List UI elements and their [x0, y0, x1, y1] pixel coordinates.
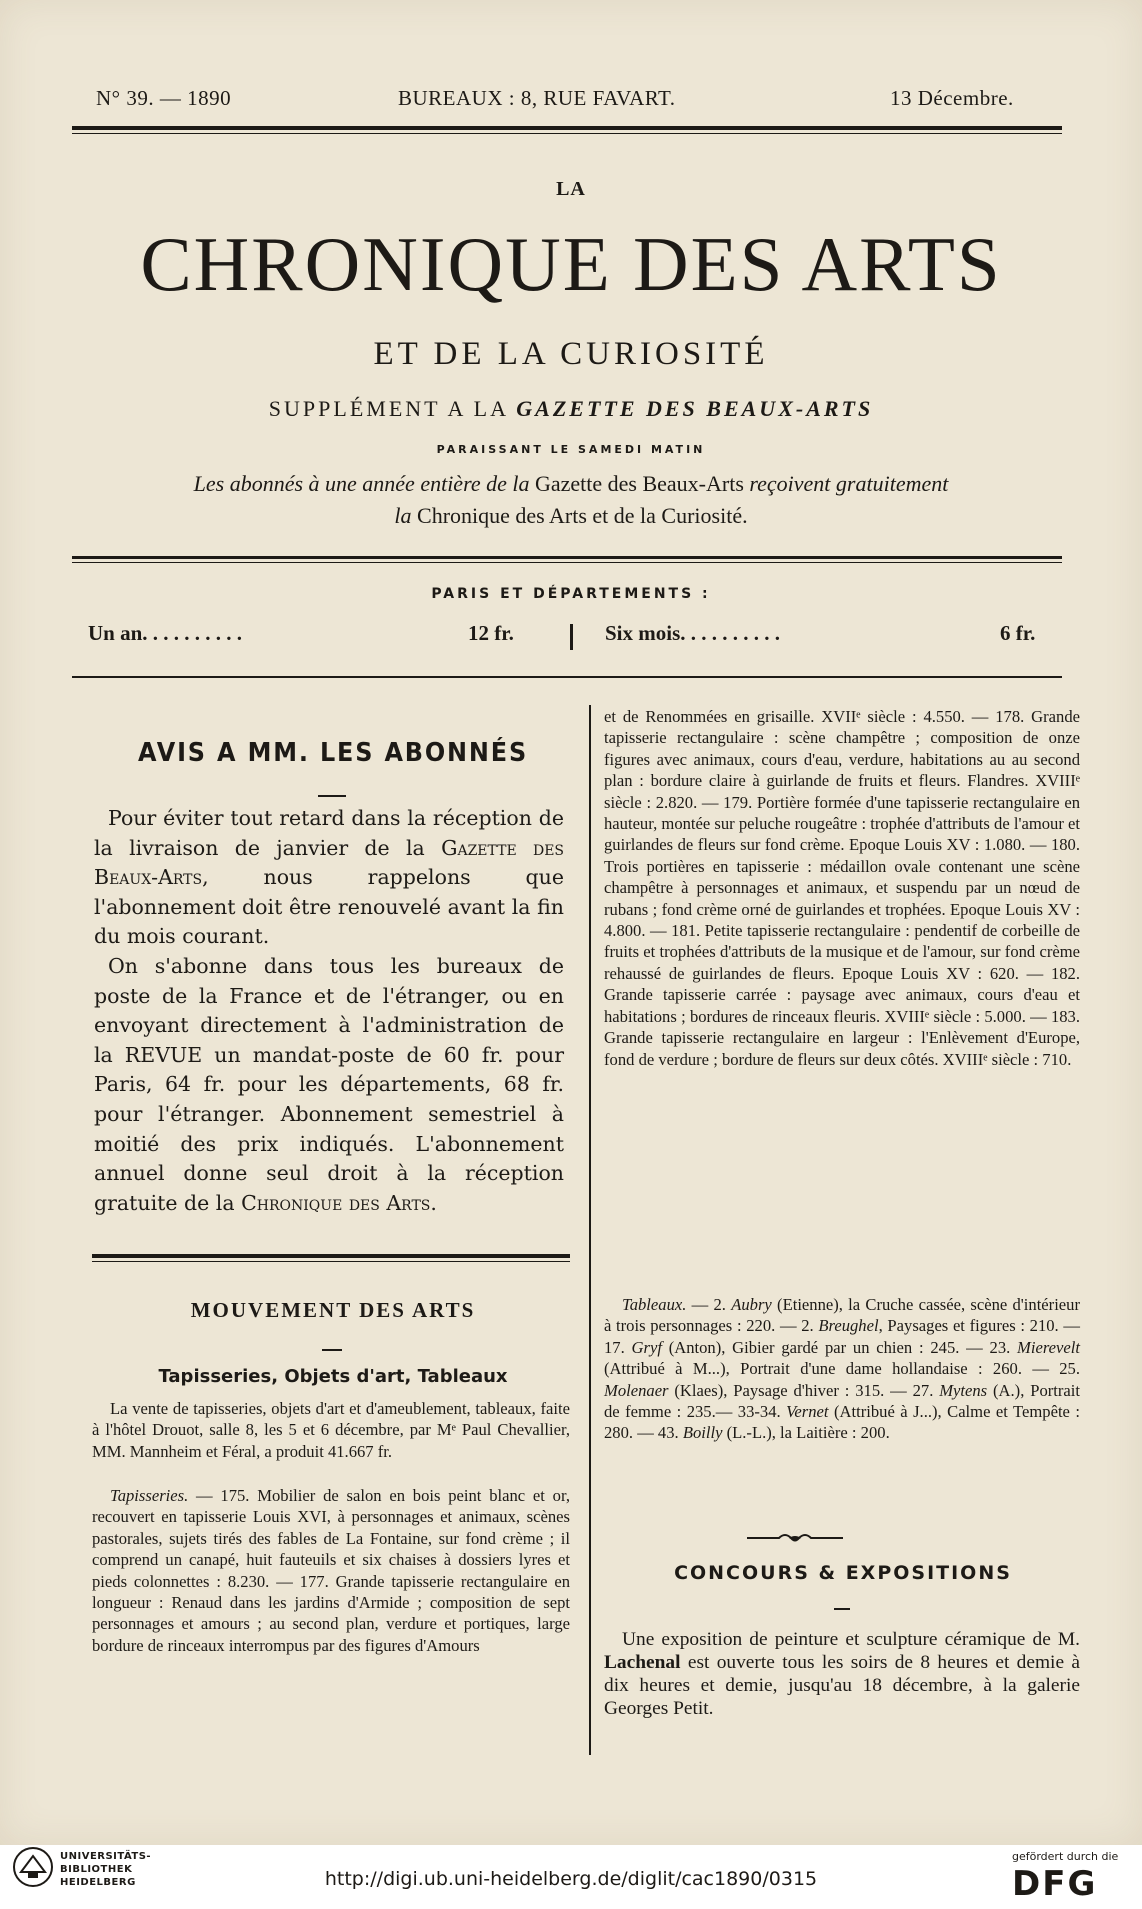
tableaux-text-2: (Etienne), la Cruche cassée, scène d'intérieur à trois personnages : 220. — 2. — [604, 1295, 1080, 1336]
subscription-six-months-price: 6 fr. — [1000, 621, 1036, 645]
tapisseries-label: Tapisseries. — [110, 1486, 189, 1505]
tableaux-text-9: (L.-L.), la Laitière : 200. — [722, 1423, 890, 1443]
avis-heading: AVIS A MM. LES ABONNÉS — [137, 738, 529, 768]
library-line-3: HEIDELBERG — [60, 1877, 136, 1888]
source-url[interactable]: http://digi.ub.uni-heidelberg.de/diglit/cac1890/0315 — [324, 1868, 818, 1890]
supplement-line — [0, 396, 1142, 422]
artist-boilly: Boilly — [682, 1423, 723, 1443]
artist-mierevelt: Mierevelt — [1017, 1337, 1080, 1357]
subscription-heading: PARIS ET DÉPARTEMENTS : — [431, 586, 711, 602]
supplement-gazette: GAZETTE DES BEAUX-ARTS — [516, 396, 874, 421]
issue-number: N° 39. — 1890 — [96, 86, 232, 110]
artist-aubry: Aubry — [731, 1295, 772, 1314]
sale-intro-paragraph: La vente de tapisseries, objets d'art et d'ameublement, tableaux, faite à l'hôtel Drouot, salle 8, les 5 et 6 décembre, par Mᵉ Paul Chevallier, MM. Mannheim et Féral, a produit 41.667 fr. — [92, 1399, 570, 1461]
masthead-rule — [72, 556, 1062, 559]
tapisseries-subheading: Tapisseries, Objets d'art, Tableaux — [158, 1366, 508, 1387]
mouvement-dash — [322, 1349, 342, 1351]
tableaux-text-3: , Paysages et figures : 210. — 17. — [604, 1316, 1080, 1357]
artist-breughel: Breughel — [818, 1316, 879, 1336]
publication-schedule: PARAISSANT LE SAMEDI MATIN — [436, 443, 706, 456]
masthead-title: CHRONIQUE DES ARTS — [140, 221, 1002, 307]
concours-heading: CONCOURS & EXPOSITIONS — [674, 1562, 1012, 1584]
tableaux-text-1: — 2. — [686, 1295, 732, 1314]
notice-text-a: Les abonnés à une année entière de la — [193, 471, 530, 496]
tableaux-text-5: (Attribué à M...), Portrait d'une dame hollandaise : 260. — 25. — [604, 1359, 1080, 1379]
tapisseries-text: — 175. Mobilier de salon en bois peint blanc et or, recouvert en tapisserie Louis XVI, à personnages et animaux, scènes pastorales, sujets tirés des fables de La Fontaine, sur fond crème ; il comprend un canapé, huit fauteuils et six chaises à dossiers lyres et pieds colonnettes : 8.230. — 177. Grande tapisserie rectangulaire en longueur : Renaud dans les jardins d'Armide ; composition de sept personnages et amours ; au second plan, verdure et portiques, large bordure de rinceaux interrompus par des figures d'Amours — [92, 1486, 570, 1655]
concours-paragraph — [604, 1628, 1080, 1720]
artist-molenaer: Molenaer — [604, 1380, 669, 1400]
avis-p1-start: Pour éviter tout retard dans la réception de la livraison de janvier de la — [94, 806, 564, 860]
subscriber-notice-line2 — [0, 503, 1142, 529]
tableaux-text-4: (Anton), Gibier gardé par un chien : 245. — 23. — [661, 1337, 1018, 1357]
column-divider — [589, 705, 591, 1755]
subscription-year-price: 12 fr. — [468, 621, 514, 645]
library-line-2: BIBLIOTHEK — [60, 1864, 133, 1875]
tapisseries-continued-paragraph: et de Renommées en grisaille. XVIIᵉ siècle : 4.550. — 178. Grande tapisserie rectangulaire : scène champêtre ; composition de onze figures avec animaux, cours d'eau, verdure, habitations au au second plan : bordure claire à guirlande de fruits et fleurs. Flandres. XVIIIᵉ siècle : 2.820. — 179. Portière formée d'une tapisserie rectangulaire en hauteur, montée sur peluche rougeâtre : trophée d'attributs de l'amour et guirlandes de fleurs sur fond crème. Epoque Louis XV : 1.080. — 180. Trois portières en tapisserie : médaillon ovale contenant une scène champêtre à personnages et animaux, et suspendu par un nœud de rubans ; fond crème orné de guirlandes et trophées. Epoque Louis XV : 4.800. — 181. Petite tapisserie rectangulaire : pendentif de corbeille de fruits et trophées d'attributs de la musique et de l'amour, sur fond crème rehaussé de guirlandes de fleurs. Epoque Louis XV : 620. — 182. Grande tapisserie carrée : paysage avec animaux, cours d'eau et habitations ; bordures de rinceaux fleuris. XVIIIᵉ siècle : 5.000. — 183. Grande tapisserie rectangulaire en largeur : l'Enlèvement d'Europe, fond de verdure ; bordure de fleurs sur deux côtés. XVIIIᵉ siècle : 710. — [604, 707, 1080, 1069]
tableaux-text-7: (A.), Portrait de femme : 235.— 33-34. — [604, 1380, 1080, 1422]
tableaux-paragraph — [604, 1294, 1080, 1444]
avis-p2-chronique: Chronique des Arts — [241, 1190, 431, 1215]
library-line-1: UNIVERSITÄTS- — [60, 1851, 152, 1862]
mouvement-heading: MOUVEMENT DES ARTS — [190, 1298, 476, 1322]
avis-rule-thick — [92, 1254, 570, 1258]
avis-p2-end: . — [430, 1190, 437, 1215]
tableaux-text-6: (Klaes), Paysage d'hiver : 315. — 27. — [668, 1380, 940, 1400]
issue-date: 13 Décembre. — [890, 86, 1014, 110]
avis-p1-gazette: Gazette des Beaux-Arts — [94, 835, 565, 890]
artist-mytens: Mytens — [939, 1380, 988, 1400]
header-rule-thick — [72, 126, 1062, 130]
concours-text-a: Une exposition de peinture et sculpture céramique de M. — [622, 1629, 1080, 1650]
subscriber-notice-line1 — [0, 471, 1142, 497]
notice-gazette: Gazette des Beaux-Arts — [534, 471, 744, 496]
dfg-logo: DFG — [1012, 1864, 1098, 1904]
bureaux-address: BUREAUX : 8, RUE FAVART. — [398, 86, 676, 110]
masthead-rule-thin — [72, 562, 1062, 563]
avis-rule-thin — [92, 1261, 570, 1262]
notice-la: la — [394, 503, 412, 528]
concours-text-b: est ouverte tous les soirs de 8 heures et demie à dix heures et demie, jusqu'au 18 décembre, à la galerie Georges Petit. — [604, 1652, 1080, 1719]
tableaux-label: Tableaux. — [622, 1295, 687, 1314]
avis-p1-end: , nous rappelons que l'abonnement doit être renouvelé avant la fin du mois courant. — [94, 865, 564, 949]
subscription-rule — [72, 676, 1062, 678]
avis-p2-start: On s'abonne dans tous les bureaux de poste de la France et de l'étranger, ou en envoyant directement à l'administration de la REVUE un mandat-poste de 60 fr. pour Paris, 64 fr. pour les départements, 68 fr. pour l'étranger. Abonnement semestriel à moitié des prix indiqués. L'abonnement annuel donne seul droit à la réception gratuite de la — [94, 954, 564, 1215]
header-rule-thin — [72, 133, 1062, 134]
masthead-subtitle: ET DE LA CURIOSITÉ — [373, 336, 769, 372]
supplement-prefix: SUPPLÉMENT A LA — [268, 396, 508, 421]
subscription-separator — [570, 624, 573, 650]
avis-paragraph-1 — [94, 804, 564, 952]
subscription-six-months-label: Six mois. . . . . . . . . . — [605, 621, 781, 645]
concours-artist: Lachenal — [604, 1652, 681, 1673]
flourish-ornament — [745, 1530, 845, 1546]
avis-paragraph-2 — [94, 952, 564, 1218]
artist-gryf: Gryf — [631, 1337, 662, 1357]
notice-chronique: Chronique des Arts et de la Curiosité. — [417, 503, 748, 528]
funded-by-label: gefördert durch die — [1012, 1850, 1119, 1863]
masthead-article: LA — [556, 178, 586, 200]
concours-dash — [834, 1608, 850, 1610]
tableaux-text-8: (Attribué à J...), Calme et Tempête : 280. — 43. — [604, 1402, 1080, 1443]
avis-dash — [318, 795, 346, 797]
subscription-year-label: Un an. . . . . . . . . . — [88, 621, 243, 645]
tapisseries-paragraph — [92, 1485, 570, 1656]
notice-text-c: reçoivent gratuitement — [749, 471, 949, 496]
artist-vernet: Vernet — [786, 1402, 829, 1422]
